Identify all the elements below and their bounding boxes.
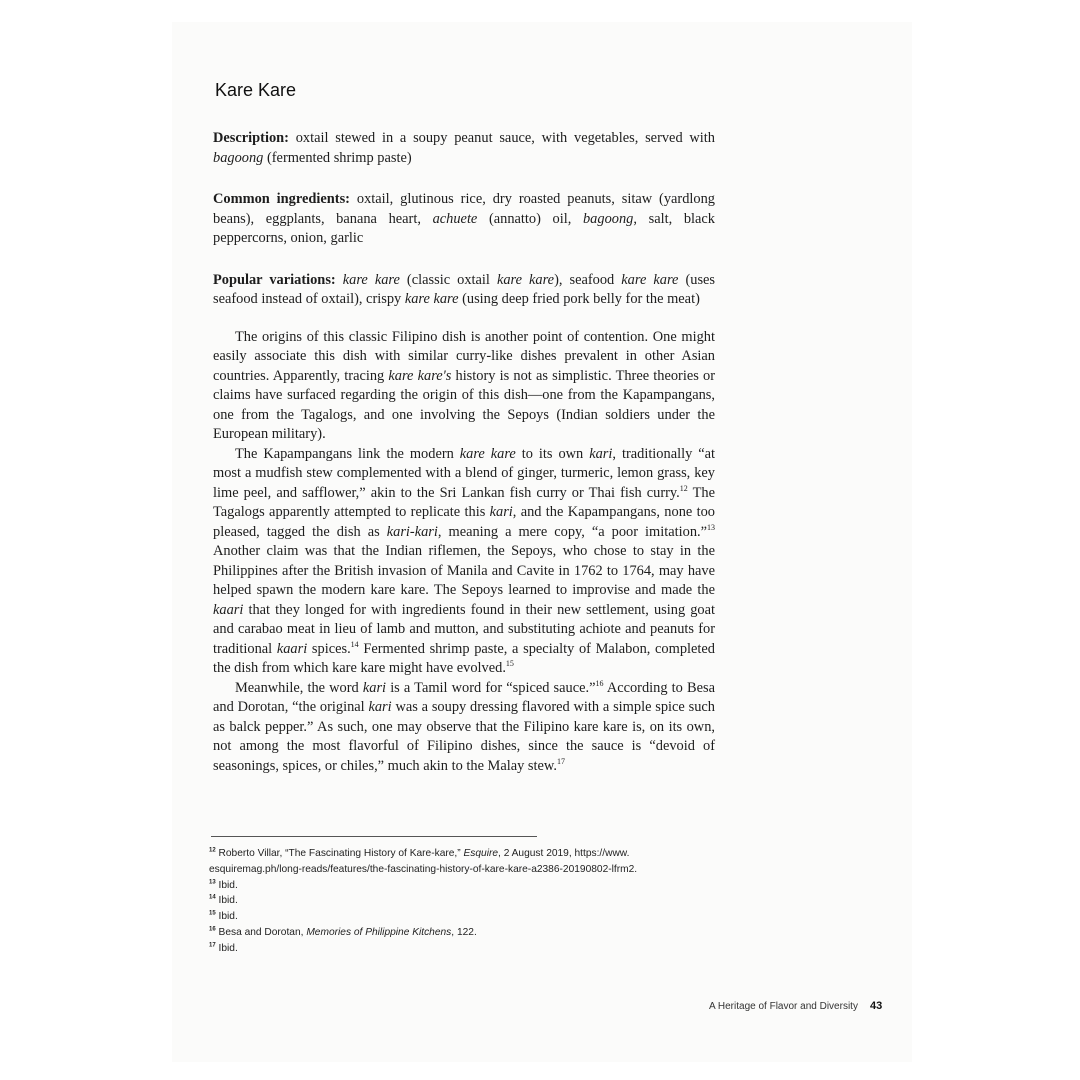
footnote-number: 16 (209, 926, 216, 933)
footnote-italic: Memories of Philippine Kitchens (306, 926, 452, 938)
text-run: Fermented shrimp paste, a specialty of Malabon, completed the dish from which kare kare might have evolved. (213, 640, 715, 676)
footnote-ref: 15 (505, 659, 514, 669)
page-number: 43 (869, 1000, 883, 1012)
footnote-13 (209, 878, 709, 894)
footnote-12 (209, 846, 709, 862)
variations-italic: kare kare (404, 291, 459, 307)
variations-text: (uses seafood instead of oxtail), crispy (213, 271, 716, 307)
footnotes (209, 846, 709, 957)
ingredients-block (213, 190, 715, 249)
ingredients-label: Common ingredients: (213, 191, 350, 207)
footnote-text: Ibid. (215, 895, 238, 907)
footnote-text: Besa and Dorotan, (215, 926, 307, 938)
text-run: Meanwhile, the word (235, 679, 363, 696)
description-block (213, 129, 715, 168)
text-run: is a Tamil word for “spiced sauce.” (386, 679, 596, 696)
text-run: spices. (307, 640, 351, 657)
footnote-ref: 17 (556, 756, 565, 766)
variations-italic: kare kare (496, 271, 555, 288)
text-run: , traditionally “at most a mudfish stew complemented with a blend of ginger, turmeric, lemon grass, key lime peel, and safflower,” akin to the Sri Lankan fish curry or Thai fish curry. (213, 445, 716, 501)
variations-text: (using deep fried pork belly for the meat) (458, 291, 700, 307)
footnote-ref: 13 (707, 522, 716, 532)
body-text (213, 328, 715, 777)
footnote-number: 13 (209, 879, 216, 886)
ingredients-text: , salt, black peppercorns, onion, garlic (213, 210, 715, 246)
text-run: According to Besa and Dorotan, “the original (213, 679, 715, 715)
text-run: The Kapampangans link the modern (235, 445, 460, 462)
text-run: The Tagalogs apparently attempted to replicate this (213, 484, 715, 520)
text-run: , and the Kapampangans, none too pleased, tagged the dish as (213, 504, 715, 540)
page-content (213, 80, 715, 776)
text-run: to its own (515, 445, 590, 462)
footnote-17 (209, 941, 709, 957)
variations-label: Popular variations: (213, 271, 336, 288)
footnote-ref: 12 (679, 483, 688, 493)
footnote-divider (211, 836, 537, 837)
variations-italic: kare kare (621, 271, 679, 288)
italic-run: kari (489, 504, 513, 520)
page-footer (709, 1000, 882, 1012)
variations-italic: kare kare (342, 271, 400, 288)
description-label: Description: (213, 130, 289, 146)
description-text: oxtail stewed in a soupy peanut sauce, with vegetables, served with (288, 130, 715, 146)
paragraph-meanwhile (213, 679, 715, 777)
text-run: Another claim was that the Indian riflemen, the Sepoys, who chose to stay in the Philippines after the British invasion of Manila and Cavite in 1762 to 1764, may have helped spawn the modern kare kare. The Sepoys learned to improvise and made the (213, 543, 715, 598)
italic-run: kare kare's (388, 367, 452, 384)
footnote-12-line2: esquiremag.ph/long-reads/features/the-fascinating-history-of-kare-kare-a2386-20190802-lfrm2. (209, 863, 638, 875)
variations-text: ), seafood (554, 271, 622, 288)
footnote-number: 12 (209, 847, 216, 854)
variations-text: (classic oxtail (399, 271, 497, 288)
footnote-text: Ibid. (215, 879, 238, 891)
italic-run: kari (368, 699, 392, 715)
italic-run: kari (362, 679, 387, 696)
footnote-text: , 2 August 2019, https://www. (498, 848, 630, 859)
italic-run: kaari (276, 640, 308, 657)
footnote-ref: 14 (350, 639, 359, 649)
italic-run: kari (589, 445, 613, 462)
footnote-text: Ibid. (215, 942, 238, 954)
footnote-15 (209, 909, 709, 925)
footnote-italic: Esquire (463, 848, 499, 859)
italic-run: kaari (213, 601, 244, 618)
variations-block (213, 271, 715, 310)
text-run: that they longed for with ingredients found in their new settlement, using goat and carabao meat in lieu of lamb and mutton, and substituting achiote and peanuts for traditional (213, 601, 715, 657)
running-title: A Heritage of Flavor and Diversity (709, 1001, 858, 1012)
ingredients-text: oxtail, glutinous rice, dry roasted peanuts, sitaw (yardlong beans), eggplants, banana heart, (213, 191, 715, 227)
italic-run: kare kare (459, 445, 516, 462)
paragraph-origins (213, 328, 715, 445)
page-title: Kare Kare (215, 80, 297, 100)
ingredients-italic: achuete (432, 210, 478, 227)
text-run: history is not as simplistic. Three theories or claims have surfaced regarding the origin of this dish—one from the Kapampangans, one from the Tagalogs, and one involving the Sepoys (Indian soldiers under the European military). (213, 367, 715, 442)
footnote-ref: 16 (595, 678, 604, 688)
text-run: The origins of this classic Filipino dish is another point of contention. One might easily associate this dish with similar curry-like dishes prevalent in other Asian countries. Apparently, tracing (213, 328, 715, 384)
ingredients-italic: bagoong (582, 210, 634, 227)
footnote-text: Roberto Villar, “The Fascinating History of Kare-kare,” (215, 848, 464, 859)
footnote-14 (209, 893, 709, 909)
description-italic: bagoong (213, 149, 264, 166)
description-tail: (fermented shrimp paste) (263, 149, 412, 166)
paragraph-kapampangans (213, 445, 715, 679)
footnote-number: 17 (209, 942, 216, 949)
footnote-number: 14 (209, 895, 216, 901)
footnote-16 (209, 925, 709, 941)
ingredients-text: (annatto) oil, (477, 210, 583, 227)
footnote-text: , 122. (451, 926, 477, 938)
italic-run: kari-kari (386, 523, 438, 540)
footnote-number: 15 (209, 910, 216, 917)
footnote-text: Ibid. (215, 911, 238, 923)
text-run: was a soupy dressing flavored with a simple spice such as balck pepper.” As such, one may observe that the Filipino kare kare is, on its own, not among the most flavorful of Filipino dishes, since the sauce is “devoid of seasonings, spices, or chiles,” much akin to the Malay stew. (213, 699, 715, 774)
text-run: , meaning a mere copy, “a poor imitation.” (437, 523, 708, 540)
